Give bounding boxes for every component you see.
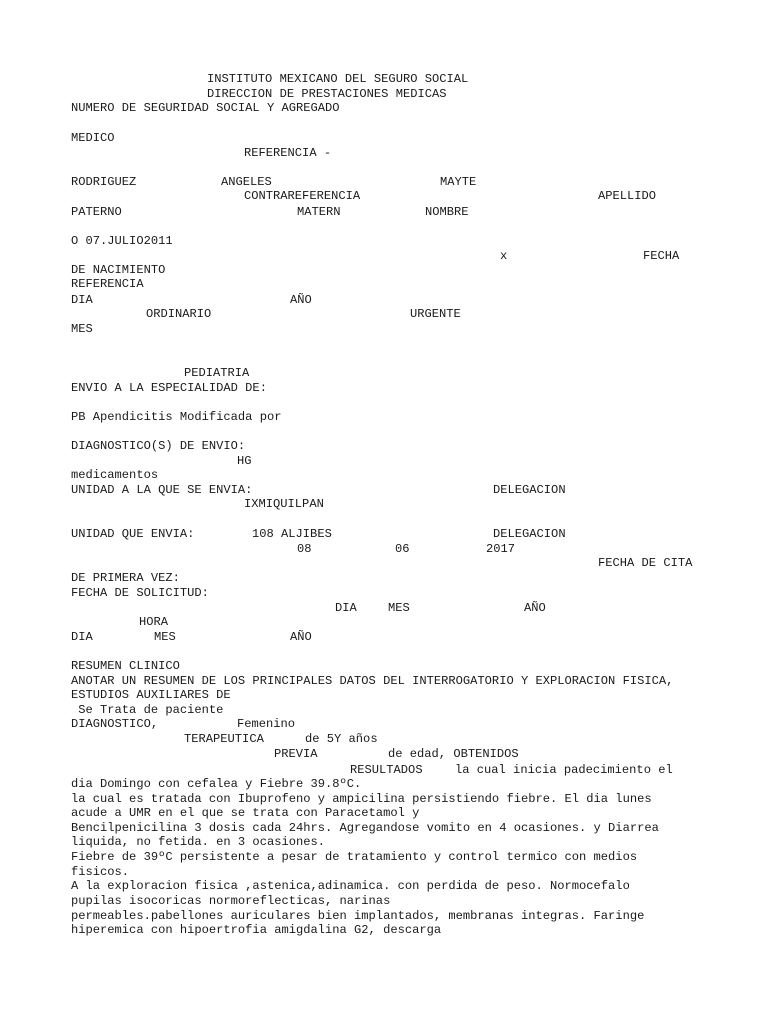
urgente-label: URGENTE (410, 307, 461, 321)
cita-year: 2017 (486, 542, 516, 556)
mes-label-2: MES (154, 630, 176, 644)
resultados-label: RESULTADOS (350, 763, 423, 777)
clinical-line: fisicos. (71, 865, 130, 879)
referencia-label: REFERENCIA (71, 277, 144, 291)
contrareferencia-heading: CONTRAREFERENCIA (244, 189, 361, 203)
paterno-label: PATERNO (71, 205, 122, 219)
medicamentos-text: medicamentos (71, 468, 159, 482)
resumen-instructions: ANOTAR UN RESUMEN DE LOS PRINCIPALES DATOS DEL INTERROGATORIO Y EXPLORACION FISICA, (71, 674, 674, 688)
mes-header: MES (388, 601, 410, 615)
referencia-heading: REFERENCIA - (244, 146, 332, 160)
clinical-line: hiperemica con hipoertrofia amigdalina G2, descarga (71, 923, 442, 937)
clinical-line: liquida, no fetida. en 3 ocasiones. (71, 835, 326, 849)
femenino-text: Femenino (237, 717, 296, 731)
hora-label: HORA (139, 615, 169, 629)
dia-label: DIA (71, 293, 93, 307)
clinical-line: A la exploracion fisica ,astenica,adinamica. con perdida de peso. Normocefalo (71, 879, 630, 893)
clinical-line: permeables.pabellones auriculares bien implantados, membranas integras. Faringe (71, 909, 645, 923)
nombre-value: MAYTE (440, 175, 477, 189)
mes-label: MES (71, 322, 93, 336)
medico-label: MEDICO (71, 131, 115, 145)
direction-title: DIRECCION DE PRESTACIONES MEDICAS (207, 87, 447, 101)
specialty-value: PEDIATRIA (184, 366, 250, 380)
diagnosis-text: PB Apendicitis Modificada por (71, 410, 282, 424)
resumen-title: RESUMEN CLINICO (71, 659, 180, 673)
nacimiento-label: DE NACIMIENTO (71, 263, 166, 277)
ano-label: AÑO (290, 293, 312, 307)
apellido-materno-value: ANGELES (221, 175, 272, 189)
solicitud-label: FECHA DE SOLICITUD: (71, 586, 209, 600)
clinical-line: acude a UMR en el que se trata con Paracetamol y (71, 806, 420, 820)
clinical-line: dia Domingo con cefalea y Fiebre 39.8ºC. (71, 777, 362, 791)
clinical-line: Bencilpenicilina 3 dosis cada 24hrs. Agregandose vomito en 4 ocasiones. y Diarrea (71, 821, 659, 835)
birth-date-value: O 07.JULIO2011 (71, 234, 173, 248)
apellido-label: APELLIDO (598, 189, 657, 203)
fecha-cita-label: FECHA DE CITA (598, 556, 693, 570)
cita-day: 08 (297, 542, 312, 556)
envio-label: ENVIO A LA ESPECIALIDAD DE: (71, 381, 267, 395)
unidad-envia-label: UNIDAD QUE ENVIA: (71, 527, 195, 541)
fecha-label: FECHA (643, 249, 680, 263)
dia-label-2: DIA (71, 630, 93, 644)
institute-title: INSTITUTO MEXICANO DEL SEGURO SOCIAL (207, 72, 469, 86)
terapeutica-label: TERAPEUTICA (184, 732, 264, 746)
edad-text: de 5Y años (305, 732, 378, 746)
hg-value: HG (237, 454, 252, 468)
clinical-line: pupilas isocoricas normoreflecticas, narinas (71, 894, 391, 908)
delegacion-label-1: DELEGACION (493, 483, 566, 497)
diagnostico-label: DIAGNOSTICO, (71, 717, 159, 731)
unidad-envia-a-label: UNIDAD A LA QUE SE ENVIA: (71, 483, 253, 497)
previa-label: PREVIA (274, 747, 318, 761)
delegacion-label-2: DELEGACION (493, 527, 566, 541)
de-edad-text: de edad, OBTENIDOS (388, 747, 519, 761)
nombre-label: NOMBRE (425, 205, 469, 219)
ixmiquilpan-value: IXMIQUILPAN (244, 497, 324, 511)
dia-header: DIA (335, 601, 357, 615)
ordinario-label: ORDINARIO (146, 307, 212, 321)
clinical-line: la cual es tratada con Ibuprofeno y ampicilina persistiendo fiebre. El dia lunes (71, 792, 652, 806)
nss-label: NUMERO DE SEGURIDAD SOCIAL Y AGREGADO (71, 101, 340, 115)
apellido-paterno-value: RODRIGUEZ (71, 175, 137, 189)
ano-header: AÑO (524, 601, 546, 615)
clinical-line: Fiebre de 39ºC persistente a pesar de tratamiento y control termico con medios (71, 850, 638, 864)
primera-vez-label: DE PRIMERA VEZ: (71, 571, 180, 585)
cita-month: 06 (395, 542, 410, 556)
trata-text: Se Trata de paciente (71, 703, 224, 717)
estudios-label: ESTUDIOS AUXILIARES DE (71, 688, 231, 702)
unidad-envia-value: 108 ALJIBES (252, 527, 332, 541)
inicia-text: la cual inicia padecimiento el (455, 763, 673, 777)
ano-label-2: AÑO (290, 630, 312, 644)
matern-label: MATERN (297, 205, 341, 219)
diagnosis-label: DIAGNOSTICO(S) DE ENVIO: (71, 439, 246, 453)
x-mark: x (500, 249, 508, 263)
